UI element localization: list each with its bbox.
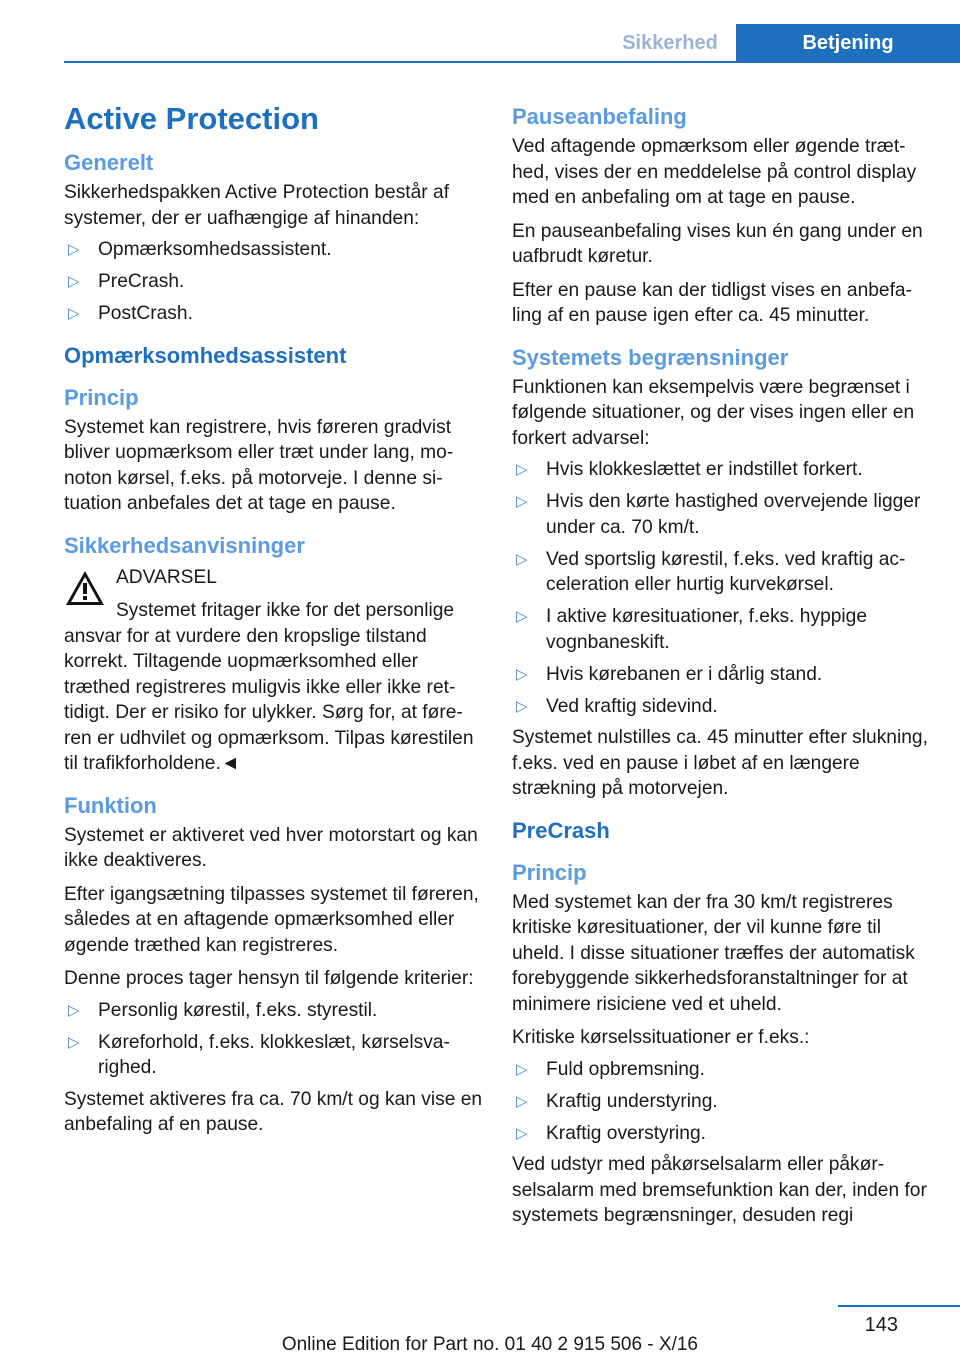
princip-heading: Princip — [64, 384, 139, 410]
list-item: ▷ PostCrash. — [64, 301, 484, 327]
list-item: ▷ Køreforhold, f.eks. klokkeslæt, kørselsvarighed. — [68, 1031, 450, 1078]
chapter-tab[interactable]: Betjening — [736, 24, 960, 62]
list-item: ▷ Hvis den kørte hastighed overvejende ligger under ca. 70 km/t. — [516, 491, 921, 538]
triangle-bullet-icon: ▷ — [516, 608, 528, 625]
right-column — [512, 100, 932, 1229]
list-item: ▷ Fuld opbremsning. — [512, 1057, 932, 1083]
systems-list — [64, 237, 484, 327]
precrash-princip-heading: Princip — [512, 859, 587, 885]
list-item: ▷ PreCrash. — [64, 269, 484, 295]
triangle-bullet-icon: ▷ — [516, 1124, 528, 1142]
triangle-bullet-icon: ▷ — [68, 241, 80, 258]
pause-heading: Pauseanbefaling — [512, 104, 687, 129]
header-divider — [64, 61, 960, 63]
safety-heading: Sikkerhedsanvisninger — [64, 532, 305, 558]
list-item: ▷ Hvis kørebanen er i dårlig stand. — [512, 662, 932, 688]
generelt-heading: Generelt — [64, 150, 154, 175]
warning-triangle-icon — [64, 569, 106, 607]
funktion-text-1: Systemet er aktiveret ved hver motorstart og kan ikke deaktiveres. — [64, 824, 478, 871]
triangle-bullet-icon: ▷ — [516, 461, 528, 478]
list-item: ▷ Kraftig understyring. — [512, 1089, 932, 1115]
pause-text-2: En pauseanbefaling vises kun én gang under en uafbrudt køretur. — [512, 220, 923, 267]
edition-note: Online Edition for Part no. 01 40 2 915 506 - X/16 — [281, 1334, 698, 1355]
left-column — [64, 96, 484, 1138]
triangle-bullet-icon: ▷ — [516, 665, 528, 683]
precrash-text-1: Med systemet kan der fra 30 km/t registreres kritiske køresituationer, der vil kunne føre til uheld. I disse situationer træffes der automatisk forebyggende sikkerhedsforanstaltninger for at minimere risiciene ved et uheld. — [512, 891, 915, 1015]
triangle-bullet-icon: ▷ — [68, 305, 80, 322]
precrash-text-2: Kritiske kørselssituationer er f.eks.: — [512, 1027, 810, 1048]
precrash-heading: PreCrash — [512, 817, 610, 843]
funktion-text-3: Denne proces tager hensyn til følgende kriterier: — [64, 968, 474, 989]
limits-text-1: Funktionen kan eksempelvis være begrænset i følgende situationer, og der vises ingen eller en forkert advarsel: — [512, 376, 915, 449]
list-item: ▷ Ved sportslig kørestil, f.eks. ved kraftig acceleration eller hurtig kurvekørsel. — [516, 548, 906, 595]
page-title: Active Protection — [64, 101, 319, 136]
warning-text: Systemet fritager ikke for det personlige ansvar for at vurdere den kropslige tilstand korrekt. Tiltagende uopmærksomhed eller træthed registreres muligvis ikke eller ikke rettidigt. Der er risiko for ulykker. Sørg for, at føreren er udhvilet og opmærksom. Tilpas kørestilen til trafikforholdene.◄ — [64, 600, 474, 774]
section-tab[interactable]: Sikkerhed — [622, 32, 718, 54]
funktion-text-2: Efter igangsætning tilpasses systemet til føreren, således at en aftagende opmærksomhed eller øgende træthed kan registreres. — [64, 883, 479, 956]
limits-list — [512, 457, 932, 719]
page-number: 143 — [864, 1314, 898, 1336]
list-item: ▷ Hvis klokkeslættet er indstillet forkert. — [512, 457, 932, 483]
pause-text-1: Ved aftagende opmærksom eller øgende træthed, vises der en meddelelse på control display med en anbefaling om at tage en pause. — [512, 136, 917, 208]
generelt-text: Sikkerhedspakken Active Protection består af systemer, der er uafhængige af hinanden: — [64, 182, 450, 229]
triangle-bullet-icon: ▷ — [68, 1033, 80, 1051]
warning-block — [64, 565, 484, 777]
precrash-list — [512, 1057, 932, 1147]
list-item: ▷ Opmærksomhedsassistent. — [64, 237, 484, 263]
triangle-bullet-icon: ▷ — [68, 1001, 80, 1019]
list-item: ▷ Personlig kørestil, f.eks. styrestil. — [64, 998, 484, 1024]
funktion-heading: Funktion — [64, 792, 157, 818]
pause-text-3: Efter en pause kan der tidligst vises en anbefaling af en pause igen efter ca. 45 minutter. — [512, 279, 912, 326]
limits-heading: Systemets begrænsninger — [512, 344, 789, 370]
assistent-heading: Opmærksomhedsassistent — [64, 342, 347, 368]
list-item: ▷ Kraftig overstyring. — [512, 1121, 932, 1147]
funktion-text-4: Systemet aktiveres fra ca. 70 km/t og kan vise en anbefaling af en pause. — [64, 1088, 483, 1135]
triangle-bullet-icon: ▷ — [516, 550, 528, 568]
list-item: ▷ I aktive køresituationer, f.eks. hyppige vognbaneskift. — [516, 606, 868, 653]
triangle-bullet-icon: ▷ — [68, 273, 80, 290]
triangle-bullet-icon: ▷ — [516, 493, 528, 510]
triangle-bullet-icon: ▷ — [516, 1092, 528, 1110]
warning-title: ADVARSEL — [116, 566, 217, 588]
princip-text: Systemet kan registrere, hvis føreren gradvist bliver uopmærksom eller træt under lang, monoton kørsel, f.eks. på motorveje. I denne situation anbefales det at tage en pause. — [64, 416, 454, 514]
footer-divider — [838, 1305, 960, 1307]
criteria-list — [64, 998, 484, 1081]
triangle-bullet-icon: ▷ — [516, 1060, 528, 1078]
limits-text-2: Systemet nulstilles ca. 45 minutter efter slukning, f.eks. ved en pause i løbet af en længere strækning på motorvejen. — [512, 727, 928, 799]
page-header — [0, 0, 960, 62]
precrash-text-3: Ved udstyr med påkørselsalarm eller påkørselsalarm med bremsefunktion kan der, inden for systemets begrænsninger, desuden regi — [512, 1154, 927, 1226]
triangle-bullet-icon: ▷ — [516, 697, 528, 715]
list-item: ▷ Ved kraftig sidevind. — [512, 694, 932, 720]
